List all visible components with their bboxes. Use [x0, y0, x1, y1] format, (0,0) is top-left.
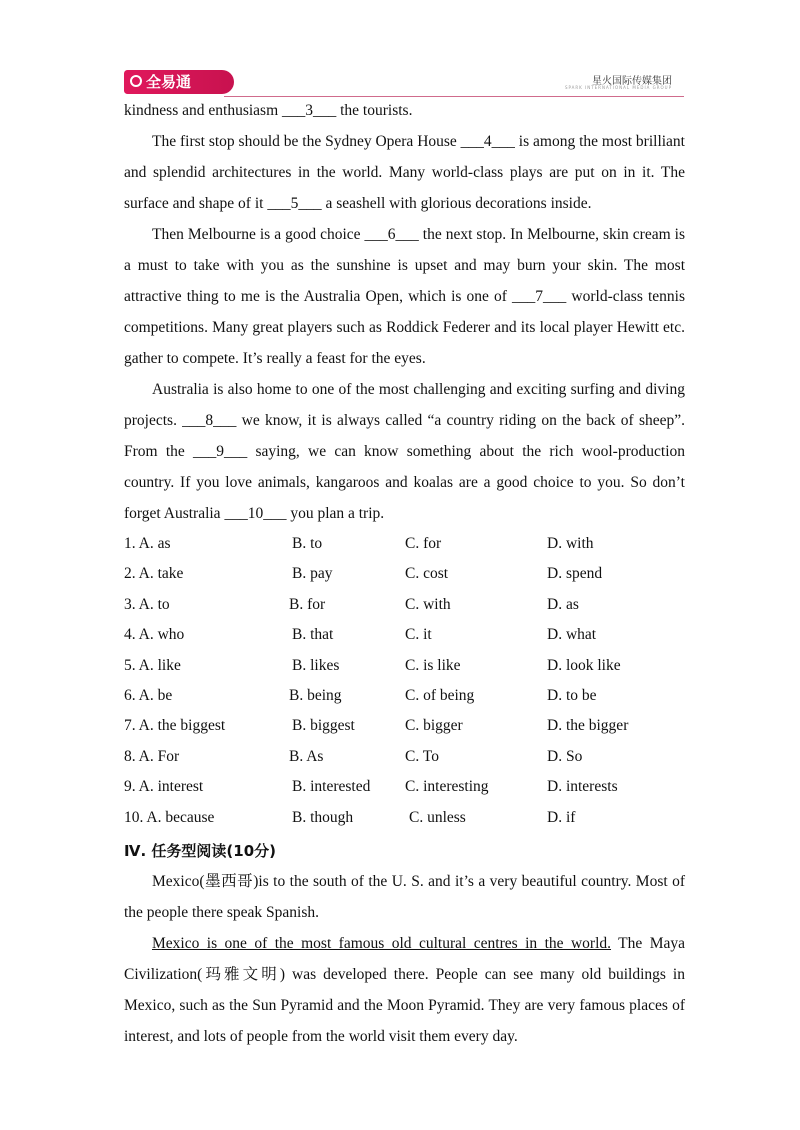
option-c: C. cost: [405, 565, 449, 583]
option-d: D. what: [547, 626, 597, 644]
passage-paragraph: Then Melbourne is a good choice ___6___ the next stop. In Melbourne, skin cream is a must to take with you as the sunshine is upset and may burn your skin. The most attractive thing to me is the Australia Open, which is one of ___7___ world-class tennis competitions. Many great players such as Roddick Federer and its local player Hewitt etc. gather to compete. It’s really a feast for the eyes.: [124, 226, 685, 367]
option-d: D. the bigger: [547, 717, 629, 735]
option-b: B. As: [289, 747, 324, 765]
cloze-passage: [124, 95, 685, 529]
option-row: [124, 804, 685, 834]
logo-mark-icon: [130, 75, 142, 87]
option-d: D. spend: [547, 565, 603, 583]
publisher-subtitle: SPARK INTERNATIONAL MEDIA GROUP: [564, 85, 672, 90]
option-row: [124, 621, 685, 651]
option-c: C. unless: [409, 808, 466, 826]
section-heading: Ⅳ. 任务型阅读(10分): [124, 842, 276, 860]
option-c: C. interesting: [405, 778, 489, 796]
option-b: B. likes: [292, 656, 340, 674]
option-b: B. to: [292, 535, 323, 552]
option-a: 1. A. as: [124, 535, 171, 552]
option-c: C. is like: [405, 656, 461, 674]
logo-text: 全易通: [146, 73, 192, 91]
option-a: 3. A. to: [124, 595, 170, 613]
reading-passage: [124, 866, 685, 1052]
option-a: 8. A. For: [124, 747, 180, 765]
option-b: B. biggest: [292, 717, 355, 735]
option-row: [124, 712, 685, 742]
underlined-sentence: Mexico is one of the most famous old cultural centres in the world.: [152, 935, 612, 952]
answer-options: [124, 530, 685, 834]
option-d: D. interests: [547, 778, 618, 796]
option-row: [124, 682, 685, 712]
option-row: [124, 560, 685, 590]
passage-paragraph: kindness and enthusiasm ___3___ the tourists.: [124, 102, 413, 119]
paragraph-rest: The Maya Civilization(玛雅文明) was developed there. People can see many old buildings in Mexico, such as the Sun Pyramid and the Moon Pyramid. They are very famous places of interest, and lots of people from the world visit them every day.: [124, 935, 685, 1045]
option-b: B. pay: [292, 565, 333, 583]
option-a: 6. A. be: [124, 686, 173, 704]
option-a: 9. A. interest: [124, 778, 204, 796]
option-a: 4. A. who: [124, 626, 185, 644]
option-a: 7. A. the biggest: [124, 717, 226, 735]
brand-logo: [124, 70, 234, 94]
option-c: C. To: [405, 747, 439, 765]
option-a: 5. A. like: [124, 656, 181, 674]
option-c: C. with: [405, 595, 451, 613]
passage-paragraph: The first stop should be the Sydney Opera House ___4___ is among the most brilliant and splendid architectures in the world. Many world-class plays are put on in it. The surface and shape of it ___5___ a seashell with glorious decorations inside.: [124, 133, 685, 212]
option-c: C. it: [405, 626, 432, 644]
option-d: D. if: [547, 808, 576, 826]
option-b: B. interested: [292, 778, 371, 796]
option-d: D. look like: [547, 656, 621, 674]
passage-paragraph: [124, 928, 685, 1052]
option-b: B. being: [289, 686, 342, 704]
option-row: [124, 743, 685, 773]
passage-paragraph: Australia is also home to one of the most challenging and exciting surfing and diving projects. ___8___ we know, it is always called “a country riding on the back of sheep”. From the ___9___ saying, we can know something about the rich wool-production country. If you love animals, kangaroos and koalas are a good choice to you. So don’t forget Australia ___10___ you plan a trip.: [124, 381, 685, 522]
publisher-name: 星火国际传媒集团: [592, 76, 672, 87]
option-d: D. with: [547, 535, 594, 552]
option-d: D. So: [547, 747, 583, 765]
option-a: 10. A. because: [124, 808, 215, 826]
option-b: B. that: [292, 626, 334, 644]
option-row: [124, 591, 685, 621]
option-d: D. as: [547, 595, 579, 613]
option-b: B. for: [289, 595, 326, 613]
option-d: D. to be: [547, 686, 597, 704]
option-c: C. of being: [405, 686, 475, 704]
option-b: B. though: [292, 808, 354, 826]
option-row: [124, 652, 685, 682]
option-a: 2. A. take: [124, 565, 184, 583]
option-c: C. bigger: [405, 717, 463, 735]
option-row: [124, 530, 685, 560]
option-c: C. for: [405, 535, 442, 552]
passage-paragraph: Mexico(墨西哥)is to the south of the U. S. and it’s a very beautiful country. Most of the people there speak Spanish.: [124, 873, 685, 921]
option-row: [124, 773, 685, 803]
